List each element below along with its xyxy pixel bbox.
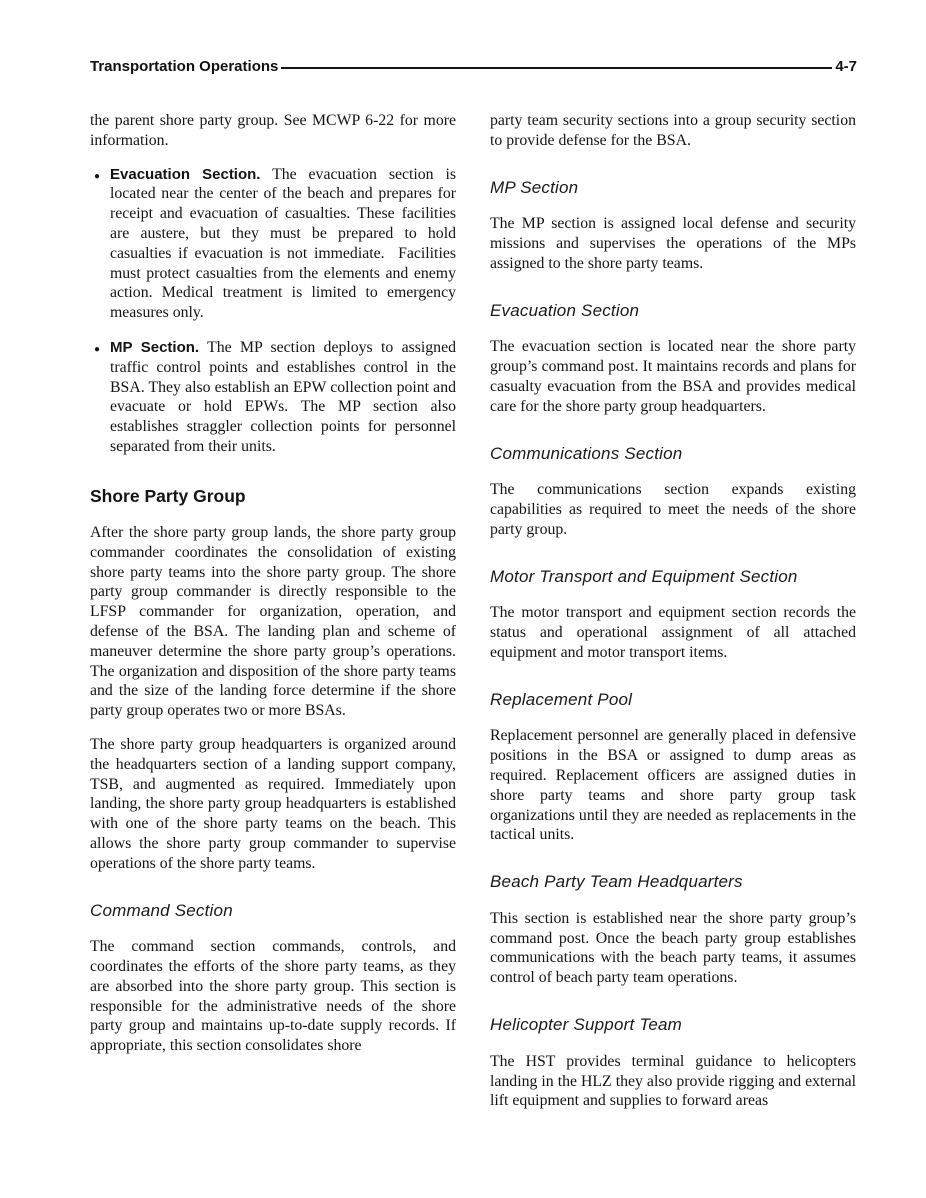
header-rule: [281, 67, 832, 69]
subheading-mp-section: MP Section: [490, 177, 579, 197]
bullet-label: MP Section.: [110, 338, 200, 356]
subheading-motor-transport-and-equipment-section: Motor Transport and Equipment Section: [490, 566, 798, 586]
paragraph: The evacuation section is located near the shore party group’s command post. It maintains records and plans for casualty evacuation from the BSA and provides medical care for the shore party group headquarters.: [490, 338, 856, 415]
paragraph: The communications section expands existing capabilities as required to meet the needs of the shore party group.: [490, 481, 856, 538]
two-column-body: [90, 111, 856, 1125]
left-column: [90, 111, 456, 1125]
paragraph: The MP section is assigned local defense and security missions and supervises the operations of the MPs assigned to the shore party teams.: [490, 215, 856, 272]
subheading-beach-party-team-headquarters: Beach Party Team Headquarters: [490, 872, 743, 892]
paragraph: The HST provides terminal guidance to helicopters landing in the HLZ they also provide rigging and external lift equipment and supplies to forward areas: [490, 1052, 856, 1110]
bullet-label: Evacuation Section.: [110, 165, 261, 183]
subheading-evacuation-section: Evacuation Section: [490, 300, 640, 320]
paragraph-continuation: the parent shore party group. See MCWP 6-22 for more information.: [90, 112, 456, 149]
subheading-command-section: Command Section: [90, 900, 233, 920]
paragraph: Replacement personnel are generally placed in defensive positions in the BSA or assigned to dump areas as required. Replacement officers are assigned duties in shore party teams and shore party group task organizations until they are needed as replacements in the tactical units.: [490, 727, 856, 844]
heading-shore-party-group: Shore Party Group: [90, 485, 246, 506]
bullet-text: The MP section deploys to assigned traffic control points and establishes control in the BSA. They also establish an EPW collection point and evacuate or hold EPWs. The MP section also establishes straggler collection points for personnel separated from their units.: [110, 338, 456, 455]
bullet-icon: ●: [94, 343, 101, 355]
paragraph: The motor transport and equipment section records the status and operational assignment of all attached equipment and motor transport items.: [490, 604, 856, 661]
paragraph: After the shore party group lands, the shore party group commander coordinates the consolidation of existing shore party teams into the shore party group. The shore party group commander is directly responsible to the LFSP commander for organization, operation, and defense of the BSA. The landing plan and scheme of maneuver determine the shore party group’s operations. The organization and disposition of the shore party teams and the size of the landing force determine if the shore party group operates two or more BSAs.: [90, 524, 456, 720]
paragraph: The command section commands, controls, and coordinates the efforts of the shore party teams, as they are absorbed into the shore party group. This section is responsible for the administrative needs of the shore party group and maintains up-to-date supply records. If appropriate, this section consolidates shore: [90, 938, 456, 1055]
bullet-item-evacuation-section: [90, 165, 456, 323]
paragraph: This section is established near the shore party group’s command post. Once the beach party group establishes communications with the beach party teams, it assumes control of beach party team operations.: [490, 909, 856, 987]
subheading-helicopter-support-team: Helicopter Support Team: [490, 1015, 683, 1035]
paragraph-continuation: party team security sections into a group security section to provide defense for the BSA.: [490, 112, 856, 149]
bullet-item-mp-section: [90, 338, 456, 457]
bullet-text: The evacuation section is located near the center of the beach and prepares for receipt and evacuation of casualties. These facilities are austere, but they must be prepared to hold casualties if evacuation is not immediate. Facilities must protect casualties from the elements and enemy action. Medical treatment is limited to emergency measures only.: [110, 165, 457, 322]
bullet-icon: ●: [94, 170, 101, 182]
page-number: 4-7: [835, 58, 857, 75]
bullet-list: [90, 165, 456, 457]
subheading-replacement-pool: Replacement Pool: [490, 689, 633, 709]
right-column: [490, 111, 856, 1125]
page-header: [90, 58, 857, 75]
running-header-title: Transportation Operations: [90, 58, 279, 75]
subheading-communications-section: Communications Section: [490, 443, 683, 463]
paragraph: The shore party group headquarters is organized around the headquarters section of a landing support company, TSB, and augmented as required. Immediately upon landing, the shore party group headquarters is established with one of the shore party teams on the beach. This allows the shore party group commander to supervise operations of the shore party teams.: [90, 735, 456, 872]
